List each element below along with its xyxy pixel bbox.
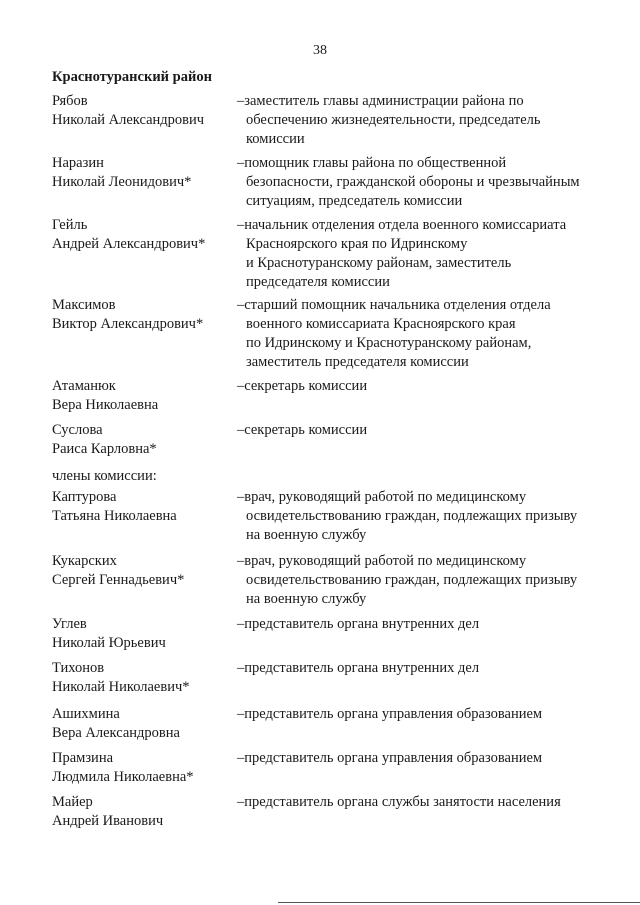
member-role [237,216,607,292]
member-name [52,377,232,415]
footer-rule [278,902,640,903]
member-role [237,296,607,372]
member-role [237,793,607,812]
member-name [52,793,232,831]
role-line: –представитель органа управления образованием [237,750,543,766]
members-label: члены комиссии: [52,468,157,484]
role-line: освидетельствованию граждан, подлежащих призыву [246,508,578,524]
role-line: и Краснотуранскому районам, заместитель [246,255,512,271]
role-line: заместитель председателя комиссии [246,354,469,370]
member-surname: Наразин [52,155,104,171]
role-line: военного комиссариата Красноярского края [246,316,516,332]
member-given-names: Николай Александрович [52,112,205,128]
role-line: –секретарь комиссии [237,422,368,438]
member-role [237,749,607,768]
role-line: –заместитель главы администрации района по [237,93,524,109]
role-line: –старший помощник начальника отделения отдела [237,297,551,313]
member-given-names: Раиса Карловна* [52,441,157,457]
member-role [237,552,607,609]
member-role [237,705,607,724]
role-line: –врач, руководящий работой по медицинскому [237,489,527,505]
role-line: безопасности, гражданской обороны и чрезвычайным [246,174,580,190]
member-given-names: Вера Николаевна [52,397,159,413]
member-role [237,377,607,396]
role-line: –представитель органа внутренних дел [237,616,480,632]
member-given-names: Сергей Геннадьевич* [52,572,185,588]
member-given-names: Николай Николаевич* [52,679,190,695]
member-surname: Прамзина [52,750,114,766]
member-name [52,488,232,526]
page-number: 38 [313,43,327,58]
role-line: –секретарь комиссии [237,378,368,394]
member-name [52,421,232,459]
role-line: освидетельствованию граждан, подлежащих призыву [246,572,578,588]
member-given-names: Андрей Иванович [52,813,164,829]
member-given-names: Людмила Николаевна* [52,769,194,785]
member-surname: Каптурова [52,489,117,505]
member-given-names: Виктор Александрович* [52,316,204,332]
member-name [52,615,232,653]
member-surname: Рябов [52,93,88,109]
role-line: ситуациям, председатель комиссии [246,193,463,209]
member-name [52,216,232,254]
role-line: –представитель органа службы занятости населения [237,794,561,810]
member-name [52,705,232,743]
member-surname: Суслова [52,422,103,438]
role-line: –представитель органа управления образованием [237,706,543,722]
member-given-names: Николай Юрьевич [52,635,166,651]
member-surname: Углев [52,616,87,632]
role-line: на военную службу [246,591,367,607]
role-line: по Идринскому и Краснотуранскому районам, [246,335,532,351]
member-given-names: Андрей Александрович* [52,236,206,252]
member-role [237,421,607,440]
member-name [52,552,232,590]
member-surname: Майер [52,794,93,810]
member-name [52,749,232,787]
role-line: на военную службу [246,527,367,543]
member-name [52,154,232,192]
role-line: –начальник отделения отдела военного комиссариата [237,217,567,233]
member-name [52,296,232,334]
member-role [237,615,607,634]
role-line: обеспечению жизнедеятельности, председатель [246,112,541,128]
member-given-names: Вера Александровна [52,725,180,741]
role-line: –врач, руководящий работой по медицинскому [237,553,527,569]
member-name [52,92,232,130]
member-role [237,488,607,545]
role-line: председателя комиссии [246,274,390,290]
member-role [237,92,607,149]
member-role [237,659,607,678]
member-role [237,154,607,211]
member-surname: Тихонов [52,660,105,676]
member-given-names: Татьяна Николаевна [52,508,177,524]
district-title: Краснотуранский район [52,69,212,85]
member-given-names: Николай Леонидович* [52,174,192,190]
role-line: комиссии [246,131,305,147]
member-surname: Атаманюк [52,378,116,394]
role-line: –помощник главы района по общественной [237,155,507,171]
role-line: Красноярского края по Идринскому [246,236,468,252]
member-name [52,659,232,697]
role-line: –представитель органа внутренних дел [237,660,480,676]
member-surname: Максимов [52,297,116,313]
member-surname: Кукарских [52,553,117,569]
member-surname: Ашихмина [52,706,120,722]
member-surname: Гейль [52,217,88,233]
